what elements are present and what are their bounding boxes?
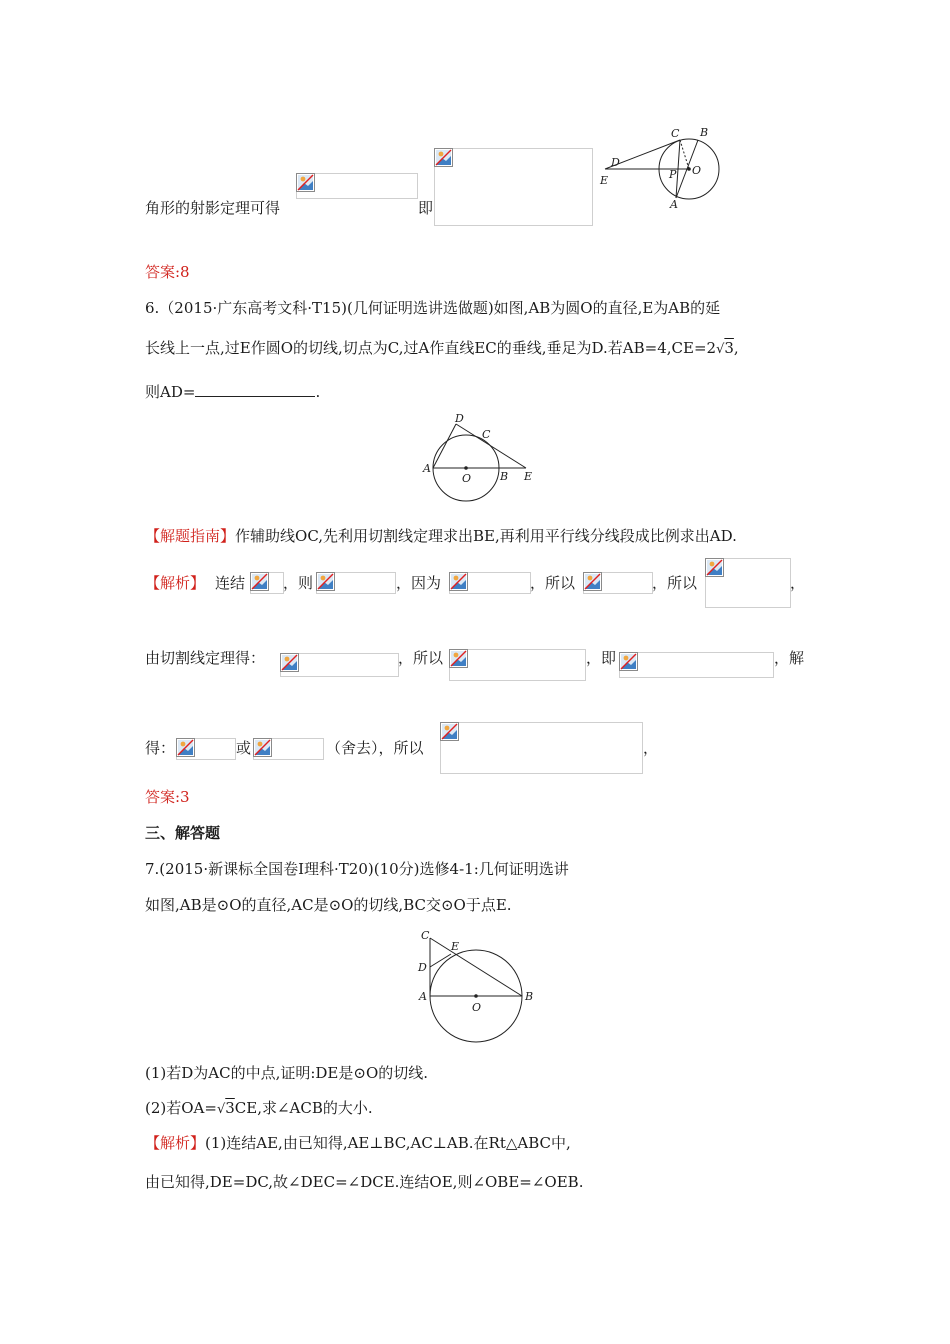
broken-image-icon: [583, 572, 602, 591]
formula-image: [434, 148, 593, 226]
sqrt-sign: √: [716, 342, 725, 357]
broken-image-icon: [280, 653, 299, 672]
q5-answer: 答案:8: [145, 263, 190, 281]
sol-tag: 【解析】: [145, 574, 206, 592]
fig1-label-D: D: [611, 156, 620, 169]
fig3-label-D: D: [418, 961, 427, 974]
geometry-figure-2: [418, 408, 538, 508]
broken-image-icon: [434, 148, 453, 167]
fig2-label-A: A: [423, 462, 431, 475]
broken-image-icon: [250, 572, 269, 591]
q6-line2: 长线上一点,过E作圆O的切线,切点为C,过A作直线EC的垂线,垂足为D.若AB=4,CE=2√3,: [145, 339, 739, 357]
broken-image-icon: [253, 738, 272, 757]
fig3-label-E: E: [451, 940, 460, 953]
q7-part2: (2)若OA=√3CE,求∠ACB的大小.: [145, 1099, 373, 1117]
broken-image-icon: [449, 649, 468, 668]
formula-image: [440, 722, 643, 774]
broken-image-icon: [440, 722, 459, 741]
q7-part1: (1)若D为AC的中点,证明:DE是⊙O的切线.: [145, 1064, 429, 1082]
q5-text-ji: 即: [418, 199, 434, 217]
fig3-label-B: B: [525, 990, 534, 1003]
broken-image-icon: [705, 558, 724, 577]
fig2-label-D: D: [455, 412, 464, 425]
broken-image-icon: [619, 652, 638, 671]
broken-image-icon: [176, 738, 195, 757]
q7-solution-1: 【解析】(1)连结AE,由已知得,AE⊥BC,AC⊥AB.在Rt△ABC中,: [145, 1134, 571, 1152]
fig2-label-O: O: [462, 472, 472, 485]
q6-hint: 【解题指南】作辅助线OC,先利用切割线定理求出BE,再利用平行线分线段成比例求出AD.: [145, 527, 737, 545]
fig1-label-O: O: [692, 164, 702, 177]
fig1-label-E: E: [600, 174, 609, 187]
fig1-label-P: P: [669, 168, 677, 181]
formula-image: [449, 649, 586, 681]
broken-image-icon: [296, 173, 315, 192]
broken-image-icon: [449, 572, 468, 591]
sqrt-sign: √: [216, 1102, 226, 1117]
hint-tag: 【解题指南】: [145, 527, 236, 545]
q7-line2: 如图,AB是⊙O的直径,AC是⊙O的切线,BC交⊙O于点E.: [145, 896, 512, 914]
fig3-label-C: C: [421, 929, 430, 942]
fig2-label-C: C: [482, 428, 491, 441]
geometry-figure-1: [596, 124, 728, 212]
section-heading: 三、解答题: [145, 824, 221, 842]
q6-answer: 答案:3: [145, 788, 190, 806]
fig2-label-E: E: [524, 470, 533, 483]
fig3-label-A: A: [419, 990, 427, 1003]
q5-text: 角形的射影定理可得: [145, 199, 281, 217]
fig1-label-A: A: [670, 198, 678, 211]
fig2-label-B: B: [500, 470, 509, 483]
formula-image: [619, 652, 774, 678]
q7-line1: 7.(2015·新课标全国卷Ⅰ理科·T20)(10分)选修4-1:几何证明选讲: [145, 860, 569, 878]
answer-blank: [195, 382, 315, 397]
q6-line3: 则AD= .: [145, 383, 321, 401]
q6-line1: 6.（2015·广东高考文科·T15)(几何证明选讲选做题)如图,AB为圆O的直径,E为AB的延: [145, 299, 721, 317]
fig3-label-O: O: [472, 1001, 482, 1014]
fig1-label-B: B: [700, 126, 709, 139]
broken-image-icon: [316, 572, 335, 591]
q7-solution-2: 由已知得,DE=DC,故∠DEC=∠DCE.连结OE,则∠OBE=∠OEB.: [145, 1173, 584, 1191]
sol-tag: 【解析】: [145, 1134, 206, 1152]
geometry-figure-3: [414, 928, 540, 1046]
fig1-label-C: C: [671, 127, 680, 140]
